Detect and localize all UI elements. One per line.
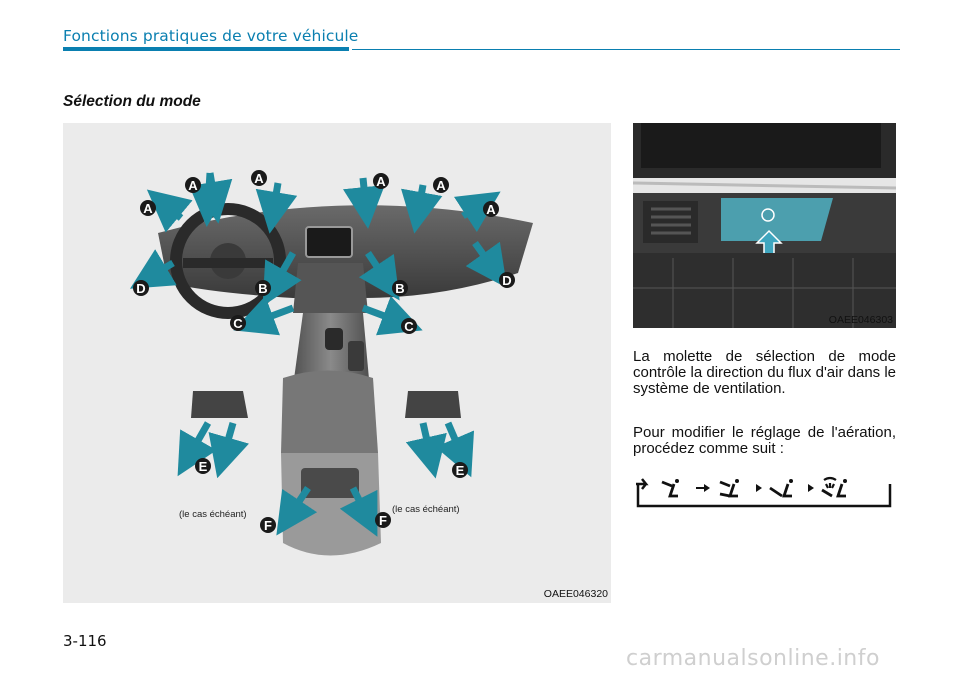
svg-text:C: C bbox=[233, 316, 243, 331]
bi-level-vent-icon bbox=[720, 479, 739, 496]
face-vent-icon bbox=[662, 479, 679, 496]
vent-label-e-1 bbox=[195, 458, 211, 474]
svg-text:A: A bbox=[188, 178, 198, 193]
paragraph-how-to-change: Pour modifier le réglage de l'aération, procédez comme suit : bbox=[633, 424, 896, 457]
vent-label-d-1 bbox=[133, 280, 149, 296]
svg-text:F: F bbox=[264, 518, 272, 533]
figure-code-main: OAEE046320 bbox=[543, 588, 608, 600]
svg-text:B: B bbox=[258, 281, 268, 296]
note-if-equipped-left: (le cas échéant) bbox=[179, 509, 247, 520]
vent-label-b-2 bbox=[392, 280, 408, 296]
svg-text:A: A bbox=[486, 202, 496, 217]
floor-defrost-vent-icon bbox=[822, 478, 847, 496]
svg-text:E: E bbox=[455, 463, 465, 478]
section-title: Sélection du mode bbox=[63, 93, 201, 110]
vent-label-f-2 bbox=[375, 512, 391, 528]
figure-code-side: OAEE046303 bbox=[828, 314, 893, 326]
header-rule-thin bbox=[352, 49, 900, 50]
svg-text:A: A bbox=[143, 201, 153, 216]
svg-text:D: D bbox=[136, 281, 146, 296]
mode-knob-drawing bbox=[633, 123, 896, 328]
paragraph-mode-knob: La molette de sélection de mode contrôle la direction du flux d'air dans le système de ventilation. bbox=[633, 348, 897, 397]
svg-text:F: F bbox=[379, 513, 387, 528]
svg-text:A: A bbox=[376, 174, 386, 189]
svg-text:C: C bbox=[404, 319, 414, 334]
svg-text:E: E bbox=[198, 459, 208, 474]
mode-knob-illustration bbox=[633, 123, 896, 328]
vent-label-d-2 bbox=[499, 272, 515, 288]
dashboard-vent-illustration bbox=[63, 123, 611, 603]
vent-label-a-1 bbox=[185, 177, 201, 193]
header-title: Fonctions pratiques de votre véhicule bbox=[63, 27, 359, 45]
page-number: 3-116 bbox=[63, 632, 107, 650]
vent-label-c-2 bbox=[401, 318, 417, 334]
vent-label-f-1 bbox=[260, 517, 276, 533]
vent-label-a-2 bbox=[251, 170, 267, 186]
vent-label-e-2 bbox=[452, 462, 468, 478]
vent-label-a-3 bbox=[373, 173, 389, 189]
vent-label-c-1 bbox=[230, 315, 246, 331]
dashboard-drawing bbox=[63, 123, 611, 603]
vent-label-a-5 bbox=[140, 200, 156, 216]
vent-label-a-6 bbox=[483, 201, 499, 217]
vent-label-b-1 bbox=[255, 280, 271, 296]
floor-vent-icon bbox=[770, 479, 793, 496]
header-rule-thick bbox=[63, 47, 349, 51]
svg-text:A: A bbox=[436, 178, 446, 193]
svg-text:A: A bbox=[254, 171, 264, 186]
svg-text:D: D bbox=[502, 273, 512, 288]
note-if-equipped-right: (le cas échéant) bbox=[392, 504, 460, 515]
svg-text:B: B bbox=[395, 281, 405, 296]
mode-sequence bbox=[634, 476, 894, 510]
watermark: carmanualsonline.info bbox=[626, 646, 880, 671]
vent-label-a-4 bbox=[433, 177, 449, 193]
